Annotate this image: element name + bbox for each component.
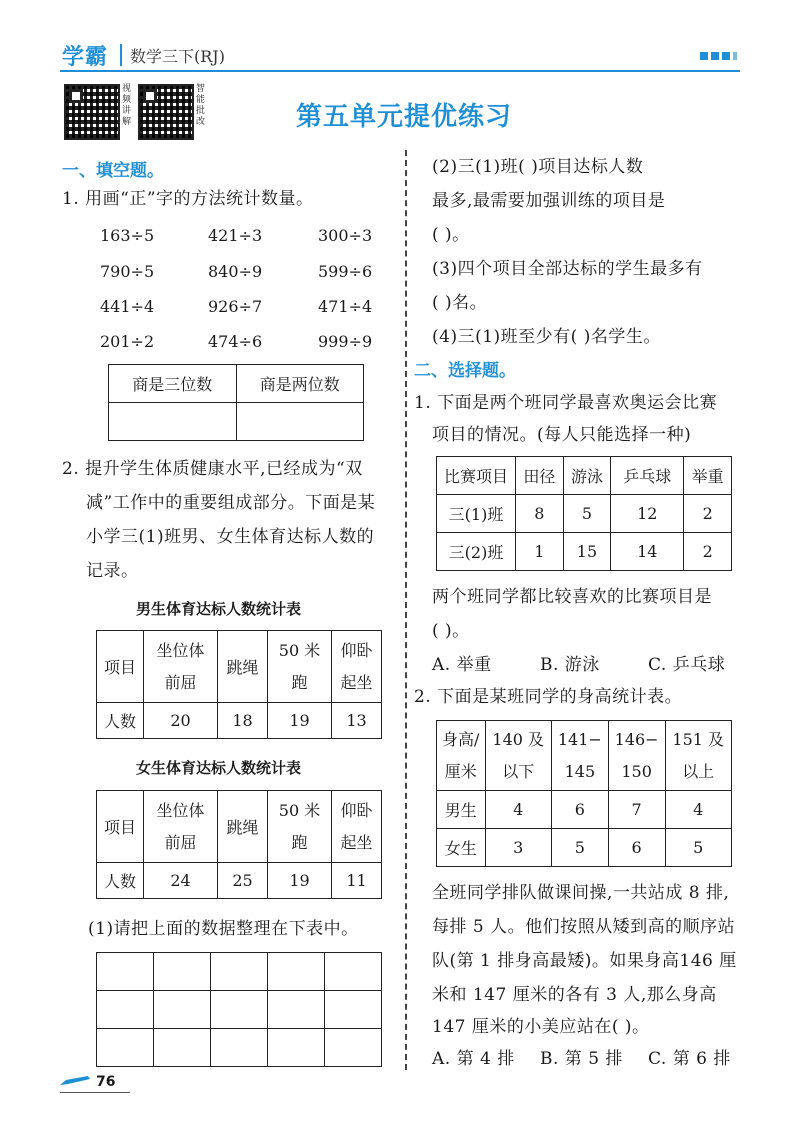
blank-cell[interactable] bbox=[268, 1029, 325, 1067]
row-label: 项目 bbox=[97, 791, 144, 863]
count-cell: 18 bbox=[218, 703, 268, 739]
q1-text: 1. 用画“正”字的方法统计数量。 bbox=[62, 189, 314, 209]
c2-question-line: 米和 147 厘米的各有 3 人,那么身高 bbox=[432, 985, 717, 1005]
count-cell: 19 bbox=[267, 863, 331, 899]
class-label: 三(2)班 bbox=[437, 533, 516, 571]
pen-icon bbox=[60, 1076, 90, 1086]
q2-sub2-line: 最多,最需要加强训练的项目是 bbox=[432, 191, 666, 211]
height-table bbox=[436, 720, 732, 867]
count-cell: 11 bbox=[332, 863, 382, 899]
blank-cell[interactable] bbox=[211, 1029, 268, 1067]
footer-rule bbox=[60, 1092, 130, 1093]
count-cell: 24 bbox=[144, 863, 218, 899]
sports-cell: 1 bbox=[516, 533, 564, 571]
item-header: 50 米 跑 bbox=[267, 631, 331, 703]
height-header: 141− 145 bbox=[551, 721, 608, 791]
operation: 474÷6 bbox=[208, 332, 263, 351]
q2-sub3-line: (3)四个项目全部达标的学生最多有 bbox=[432, 259, 703, 279]
sports-header: 田径 bbox=[516, 457, 564, 495]
boys-table bbox=[96, 630, 382, 739]
blank-cell[interactable] bbox=[268, 953, 325, 991]
boys-table-title: 男生体育达标人数统计表 bbox=[136, 600, 302, 618]
count-cell: 19 bbox=[267, 703, 331, 739]
answer-cell[interactable] bbox=[236, 403, 364, 441]
c2-option-a[interactable]: A. 第 4 排 bbox=[432, 1049, 515, 1069]
brand-separator bbox=[120, 44, 122, 66]
c1-option-c[interactable]: C. 乒乓球 bbox=[648, 655, 726, 675]
quotient-table bbox=[108, 364, 364, 441]
q2-line: 2. 提升学生体质健康水平,已经成为“双 bbox=[62, 459, 363, 479]
height-header: 140 及 以下 bbox=[485, 721, 551, 791]
item-header: 坐位体 前屈 bbox=[144, 631, 218, 703]
answer-cell[interactable] bbox=[109, 403, 237, 441]
section-choice-heading: 二、选择题。 bbox=[414, 361, 516, 381]
q2-line: 记录。 bbox=[86, 561, 139, 581]
operation: 421÷3 bbox=[208, 226, 263, 245]
blank-cell[interactable] bbox=[154, 953, 211, 991]
height-cell: 4 bbox=[485, 791, 551, 829]
girls-table-title: 女生体育达标人数统计表 bbox=[136, 759, 302, 777]
height-cell: 6 bbox=[608, 829, 665, 867]
sub1-text: (1)请把上面的数据整理在下表中。 bbox=[88, 919, 359, 939]
q2-sub2-line: (2)三(1)班( )项目达标人数 bbox=[432, 157, 644, 177]
item-header: 跳绳 bbox=[218, 631, 268, 703]
gender-label: 男生 bbox=[437, 791, 486, 829]
qr-code-video[interactable] bbox=[64, 84, 120, 140]
item-header: 仰卧 起坐 bbox=[332, 791, 382, 863]
q2-sub4-line: (4)三(1)班至少有( )名学生。 bbox=[432, 327, 661, 347]
sports-cell: 12 bbox=[611, 495, 684, 533]
blank-cell[interactable] bbox=[97, 953, 154, 991]
sports-header: 举重 bbox=[684, 457, 732, 495]
row-label: 项目 bbox=[97, 631, 144, 703]
item-header: 坐位体 前屈 bbox=[144, 791, 218, 863]
operation: 201÷2 bbox=[100, 332, 155, 351]
sports-cell: 2 bbox=[684, 533, 732, 571]
sports-cell: 5 bbox=[563, 495, 611, 533]
header-rule bbox=[60, 70, 740, 72]
height-cell: 5 bbox=[665, 829, 732, 867]
sports-table bbox=[436, 456, 732, 571]
height-header: 身高/ 厘米 bbox=[437, 721, 486, 791]
count-cell: 20 bbox=[144, 703, 218, 739]
height-header: 151 及 以上 bbox=[665, 721, 732, 791]
operation: 790÷5 bbox=[100, 262, 155, 281]
subject-label: 数学三下(RJ) bbox=[130, 47, 225, 66]
blank-cell[interactable] bbox=[97, 1029, 154, 1067]
q2-sub2-line: ( )。 bbox=[432, 225, 470, 245]
c1-option-a[interactable]: A. 举重 bbox=[432, 655, 492, 675]
height-header: 146− 150 bbox=[608, 721, 665, 791]
q2-sub3-line: ( )名。 bbox=[432, 293, 488, 313]
page-number: 76 bbox=[96, 1074, 116, 1090]
sports-header: 比赛项目 bbox=[437, 457, 516, 495]
gender-label: 女生 bbox=[437, 829, 486, 867]
item-header: 跳绳 bbox=[218, 791, 268, 863]
q2-line: 小学三(1)班男、女生体育达标人数的 bbox=[86, 527, 375, 547]
operation: 926÷7 bbox=[208, 297, 263, 316]
blank-cell[interactable] bbox=[325, 953, 382, 991]
class-label: 三(1)班 bbox=[437, 495, 516, 533]
blank-cell[interactable] bbox=[325, 1029, 382, 1067]
operation: 163÷5 bbox=[100, 226, 155, 245]
qr-caption-video: 视频讲解 bbox=[122, 84, 132, 127]
height-cell: 5 bbox=[551, 829, 608, 867]
column-divider bbox=[405, 150, 407, 1070]
sports-header: 乒乓球 bbox=[611, 457, 684, 495]
height-cell: 6 bbox=[551, 791, 608, 829]
operation: 441÷4 bbox=[100, 297, 155, 316]
c2-question-line: 每排 5 人。他们按照从矮到高的顺序站 bbox=[432, 917, 736, 937]
c2-option-c[interactable]: C. 第 6 排 bbox=[648, 1049, 731, 1069]
height-cell: 4 bbox=[665, 791, 732, 829]
c2-question-line: 147 厘米的小美应站在( )。 bbox=[432, 1017, 650, 1037]
blank-cell[interactable] bbox=[211, 991, 268, 1029]
height-cell: 7 bbox=[608, 791, 665, 829]
blank-grid[interactable] bbox=[96, 952, 382, 1067]
operation: 999÷9 bbox=[318, 332, 373, 351]
quotient-header: 商是两位数 bbox=[236, 365, 364, 403]
qr-code-grading[interactable] bbox=[138, 84, 194, 140]
girls-table bbox=[96, 790, 382, 899]
row-label: 人数 bbox=[97, 703, 144, 739]
sports-cell: 8 bbox=[516, 495, 564, 533]
c2-question-line: 队(第 1 排身高最矮)。如果身高146 厘 bbox=[432, 951, 737, 971]
blank-cell[interactable] bbox=[268, 991, 325, 1029]
c1-question: ( )。 bbox=[432, 621, 470, 641]
operation: 840÷9 bbox=[208, 262, 263, 281]
section-fill-heading: 一、填空题。 bbox=[62, 161, 164, 181]
count-cell: 25 bbox=[218, 863, 268, 899]
item-header: 50 米 跑 bbox=[267, 791, 331, 863]
header-squares bbox=[700, 52, 737, 60]
height-cell: 3 bbox=[485, 829, 551, 867]
row-label: 人数 bbox=[97, 863, 144, 899]
brand-logo: 学霸 bbox=[62, 45, 109, 70]
blank-cell[interactable] bbox=[211, 953, 268, 991]
quotient-header: 商是三位数 bbox=[109, 365, 237, 403]
blank-cell[interactable] bbox=[325, 991, 382, 1029]
c1-option-b[interactable]: B. 游泳 bbox=[540, 655, 600, 675]
sports-header: 游泳 bbox=[563, 457, 611, 495]
c1-line: 项目的情况。(每人只能选择一种) bbox=[432, 425, 692, 445]
qr-caption-grading: 智能批改 bbox=[196, 84, 206, 127]
c2-option-b[interactable]: B. 第 5 排 bbox=[540, 1049, 623, 1069]
sports-cell: 2 bbox=[684, 495, 732, 533]
operation: 300÷3 bbox=[318, 226, 373, 245]
c2-intro: 2. 下面是某班同学的身高统计表。 bbox=[414, 687, 683, 707]
operation: 599÷6 bbox=[318, 262, 373, 281]
count-cell: 13 bbox=[332, 703, 382, 739]
page-title: 第五单元提优练习 bbox=[296, 102, 513, 132]
operation: 471÷4 bbox=[318, 297, 373, 316]
sports-cell: 14 bbox=[611, 533, 684, 571]
c2-question-line: 全班同学排队做课间操,一共站成 8 排, bbox=[432, 883, 730, 903]
blank-cell[interactable] bbox=[154, 1029, 211, 1067]
c1-question: 两个班同学都比较喜欢的比赛项目是 bbox=[432, 587, 712, 607]
item-header: 仰卧 起坐 bbox=[332, 631, 382, 703]
blank-cell[interactable] bbox=[154, 991, 211, 1029]
blank-cell[interactable] bbox=[97, 991, 154, 1029]
c1-line: 1. 下面是两个班同学最喜欢奥运会比赛 bbox=[414, 393, 718, 413]
q2-line: 减”工作中的重要组成部分。下面是某 bbox=[86, 493, 376, 513]
sports-cell: 15 bbox=[563, 533, 611, 571]
